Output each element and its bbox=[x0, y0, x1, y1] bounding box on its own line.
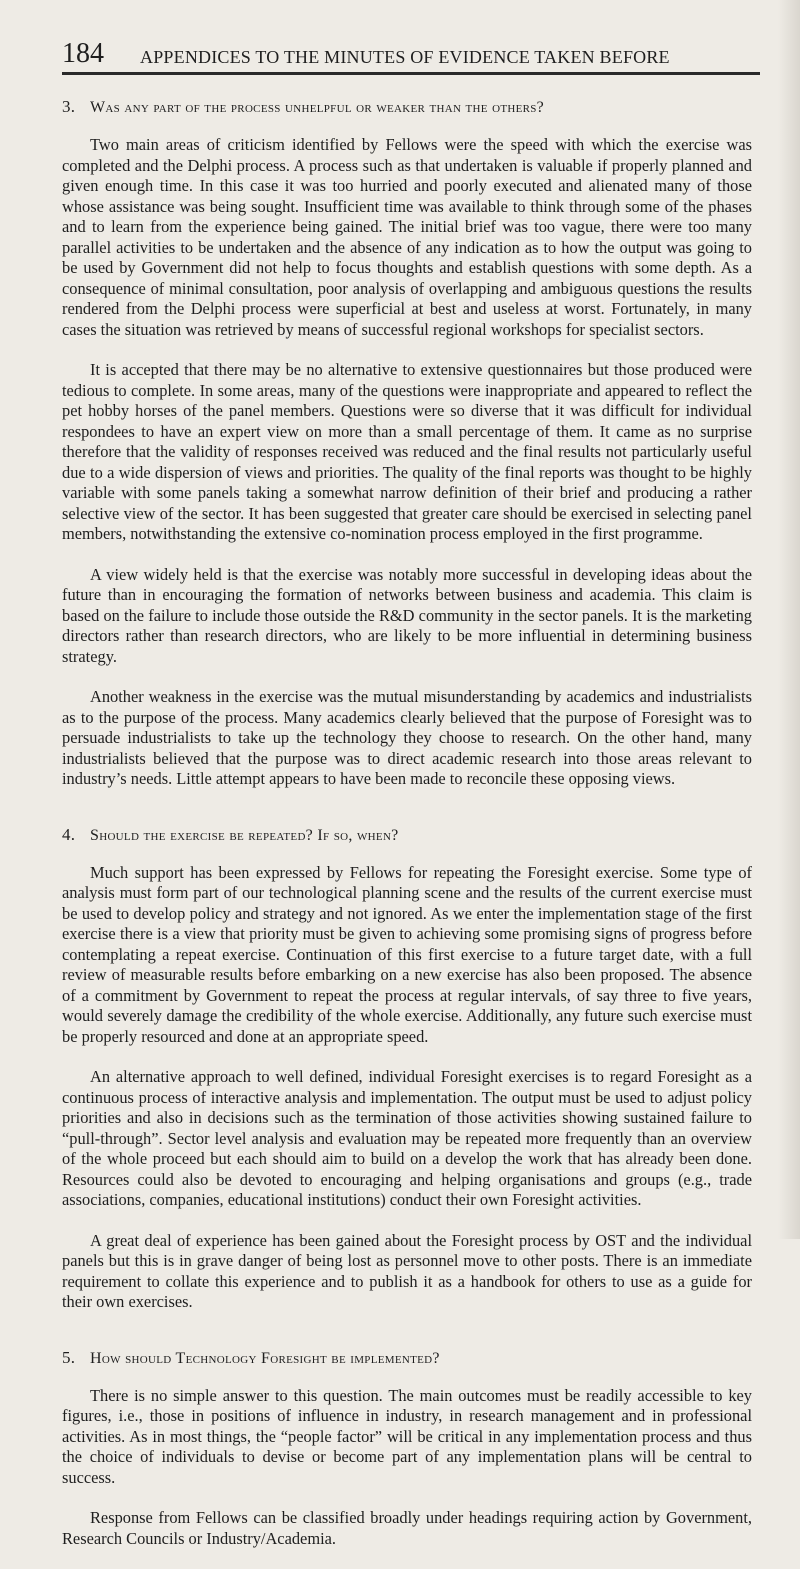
section-heading-4 bbox=[62, 824, 752, 847]
page-header bbox=[62, 38, 762, 68]
paragraph: Response from Fellows can be classified broadly under headings requiring action by Government, Research Councils or Industry/Academia. bbox=[62, 1508, 752, 1548]
paragraph: Another weakness in the exercise was the mutual misunderstanding by academics and industrialists as to the purpose of the process. Many academics clearly believed that the purpose of Foresight was to persuade industrialists to take up the technology they choose to research. On the other hand, many industrialists believed that the purpose was to direct academic research into those areas relevant to industry’s needs. Little attempt appears to have been made to reconcile these opposing views. bbox=[62, 687, 752, 788]
header-rule bbox=[62, 72, 760, 75]
section-title: How should Technology Foresight be implemented? bbox=[90, 1349, 440, 1367]
section-title: Should the exercise be repeated? If so, when? bbox=[90, 826, 399, 844]
section-number: 5. bbox=[62, 1347, 76, 1367]
section-number: 3. bbox=[62, 97, 76, 116]
paragraph: Two main areas of criticism identified by Fellows were the speed with which the exercise was completed and the Delphi process. A process such as that undertaken is valuable if properly planned and given enough time. In this case it was too hurried and poorly executed and alienated many of those whose assistance was being sought. Insufficient time was available to think through some of the phases and to learn from the experience being gained. The initial brief was too vague, there were too many parallel activities to be undertaken and the absence of any indication as to how the output was going to be used by Government did not help to focus thoughts and establish questions with some depth. As a consequence of minimal consultation, poor analysis of overlapping and ambiguous questions the results rendered from the Delphi process were superficial at best and useless at worst. Fortunately, in many cases the situation was retrieved by means of successful regional workshops for specialist sectors. bbox=[62, 135, 752, 339]
running-head: APPENDICES TO THE MINUTES OF EVIDENCE TAKEN BEFORE bbox=[140, 47, 670, 67]
section-heading-5 bbox=[62, 1347, 752, 1370]
paragraph: A great deal of experience has been gained about the Foresight process by OST and the individual panels but this is in grave danger of being lost as personnel move to other posts. There is an immediate requirement to collate this experience and to publish it as a handbook for others to use as a guide for their own exercises. bbox=[62, 1230, 752, 1311]
section-heading-3 bbox=[62, 96, 752, 119]
paragraph: There is no simple answer to this question. The main outcomes must be readily accessible to key figures, i.e., those in positions of influence in industry, in research management and in professional activities. As in most things, the “people factor” will be critical in any implementation process and thus the choice of individuals to devise or become part of any implementation plans will be central to success. bbox=[62, 1385, 752, 1487]
paragraph: Much support has been expressed by Fellows for repeating the Foresight exercise. Some type of analysis must form part of our technological planning scene and the results of the current exercise must be used to develop policy and strategy and not ignored. As we enter the implementation stage of the first exercise there is a view that priority must be given to achieving some promising signs of progress before contemplating a repeat exercise. Continuation of this first exercise to a future target date, with a full review of measurable results before embarking on a new exercise has also been proposed. The absence of a commitment by Government to repeat the process at regular intervals, of say three to five years, would severely damage the credibility of the whole exercise. Additionally, any future such exercise must be properly resourced and done at an appropriate speed. bbox=[62, 862, 752, 1046]
paragraph: An alternative approach to well defined, individual Foresight exercises is to regard Foresight as a continuous process of interactive analysis and implementation. The output must be used to adjust policy priorities and also in decisions such as the termination of those activities showing sustained failure to “pull-through”. Sector level analysis and evaluation may be repeated more frequently than an overview of the whole proceed but each should aim to build on a develop the work that has already been done. Resources could also be devoted to encouraging and helping organisations and groups (e.g., trade associations, companies, educational institutions) conduct their own Foresight activities. bbox=[62, 1067, 752, 1209]
paragraph: It is accepted that there may be no alternative to extensive questionnaires but those produced were tedious to complete. In some areas, many of the questions were inappropriate and appeared to reflect the pet hobby horses of the panel members. Questions were so diverse that it was difficult for individual respondees to have an expert view on more than a small percentage of them. It came as no surprise therefore that the validity of responses received was reduced and the final results not particularly useful due to a wide dispersion of views and priorities. The quality of the final reports was thought to be highly variable with some panels taking a somewhat narrow definition of their brief and producing a rather selective view of the sector. It has been suggested that greater care should be exercised in selecting panel members, notwithstanding the extensive co-nomination process employed in the first programme. bbox=[62, 360, 752, 543]
page-number: 184 bbox=[62, 38, 104, 69]
section-title: Was any part of the process unhelpful or weaker than the others? bbox=[90, 99, 545, 116]
page-edge-shadow bbox=[778, 0, 800, 1239]
section-number: 4. bbox=[62, 824, 76, 844]
paragraph: A view widely held is that the exercise was notably more successful in developing ideas about the future than in encouraging the formation of networks between business and academia. This claim is based on the failure to include those outside the R&D community in the sector panels. It is the marketing directors rather than research directors, who are likely to be more influential in determining business strategy. bbox=[62, 564, 752, 666]
document-body bbox=[62, 96, 752, 1569]
